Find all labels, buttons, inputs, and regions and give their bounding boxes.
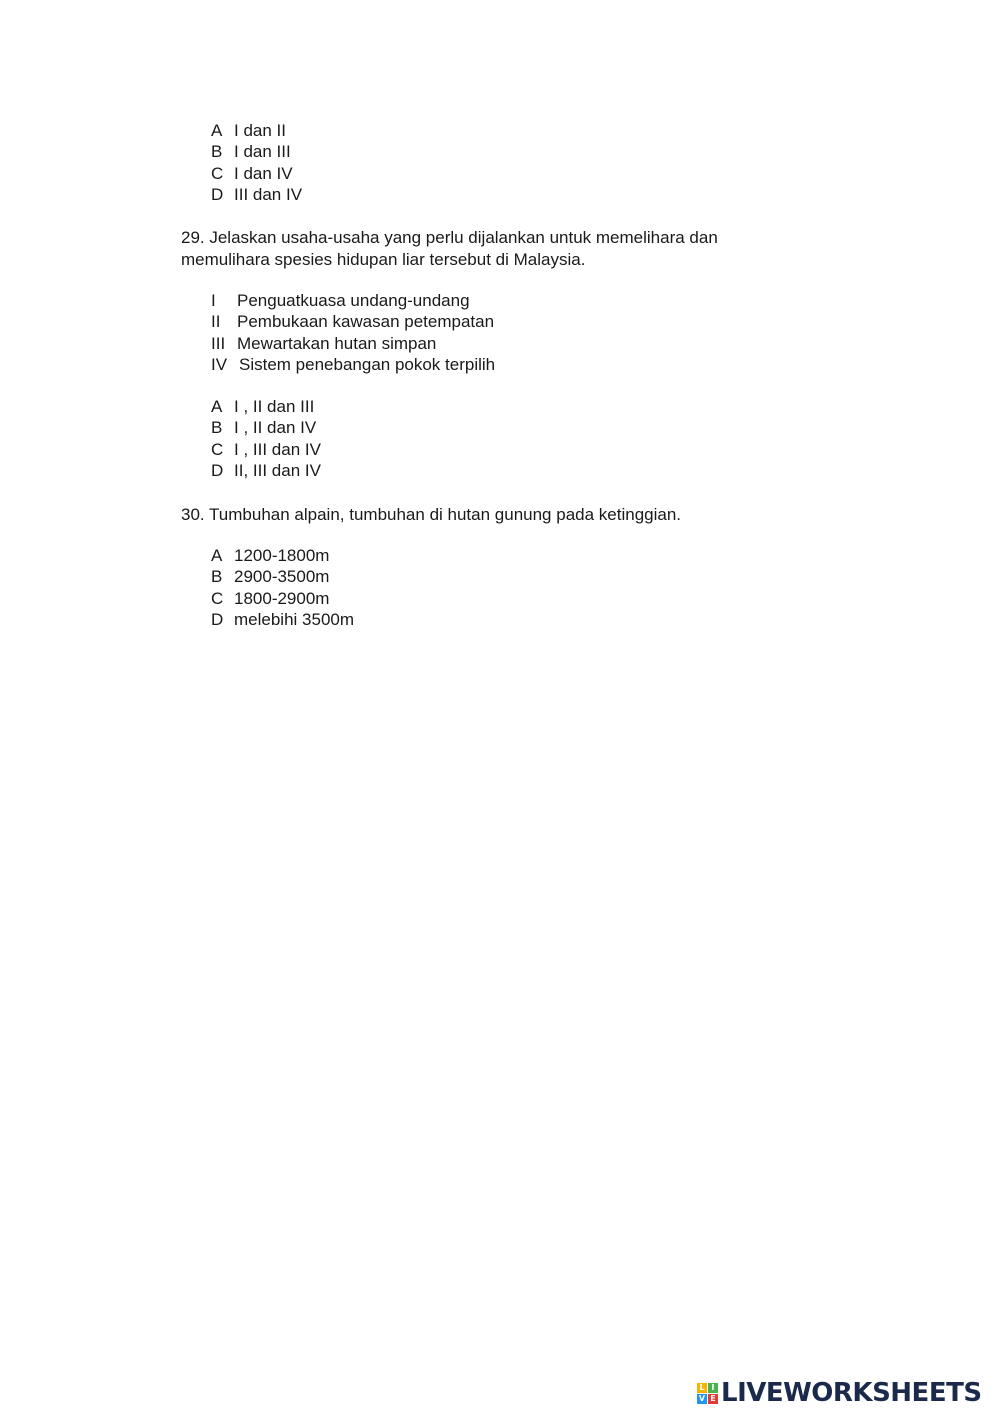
statement-iv: IV Sistem penebangan pokok terpilih: [211, 354, 496, 374]
question-30-options: [211, 545, 354, 630]
option-c[interactable]: C I dan IV: [211, 163, 293, 183]
logo-tile-v: V: [698, 1393, 706, 1403]
question-30-text: 30. Tumbuhan alpain, tumbuhan di hutan gunung pada ketinggian.: [181, 505, 682, 524]
option-b[interactable]: B 2900-3500m: [211, 567, 330, 587]
option-d[interactable]: D III dan IV: [211, 184, 303, 204]
option-d[interactable]: D melebihi 3500m: [211, 609, 355, 629]
option-a[interactable]: A I dan II: [211, 121, 286, 140]
logo-tile-e: E: [708, 1394, 718, 1404]
logo-tile-l: L: [697, 1383, 707, 1393]
option-a[interactable]: A I , II dan III: [211, 397, 315, 416]
logo-tile-i: I: [708, 1383, 718, 1393]
prev-question-options: [211, 120, 302, 205]
logo-text: LIVEWORKSHEETS: [721, 1378, 982, 1408]
statement-i: I Penguatkuasa undang-undang: [211, 291, 470, 310]
liveworksheets-logo-icon: [697, 1383, 718, 1404]
option-c[interactable]: C 1800-2900m: [211, 588, 330, 608]
liveworksheets-logo: [697, 1378, 982, 1408]
question-29-statements: [211, 290, 495, 375]
option-c[interactable]: C I , III dan IV: [211, 439, 321, 459]
statement-ii: II Pembukaan kawasan petempatan: [211, 312, 495, 332]
question-29-line-1: 29. Jelaskan usaha-usaha yang perlu dijalankan untuk memelihara dan: [181, 228, 718, 247]
option-b[interactable]: B I dan III: [211, 142, 291, 162]
statement-iii: III Mewartakan hutan simpan: [211, 333, 437, 353]
question-29-text: [181, 227, 801, 270]
option-b[interactable]: B I , II dan IV: [211, 418, 317, 438]
question-29-line-2: memulihara spesies hidupan liar tersebut di Malaysia.: [181, 249, 586, 269]
option-d[interactable]: D II, III dan IV: [211, 460, 321, 480]
option-a[interactable]: A 1200-1800m: [211, 546, 330, 565]
question-29-options: [211, 396, 321, 481]
